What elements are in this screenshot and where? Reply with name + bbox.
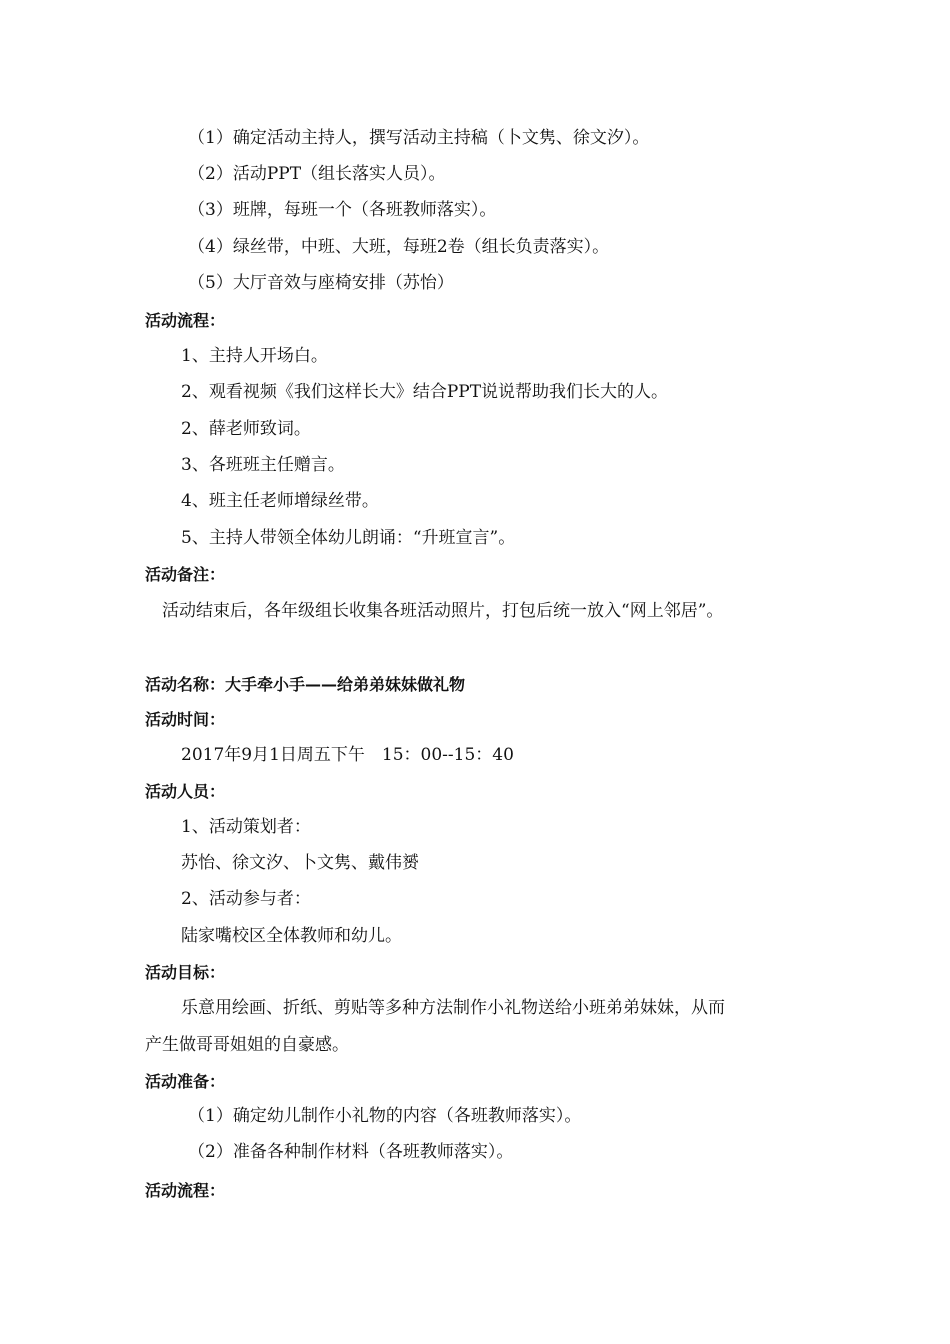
planner-label: 1、活动策划者：: [181, 817, 311, 837]
time-heading: 活动时间：: [145, 710, 226, 729]
people-heading: 活动人员：: [145, 782, 226, 801]
planner-names: 苏怡、徐文汐、卜文隽、戴伟赟: [181, 853, 419, 873]
participant-label: 2、活动参与者：: [181, 889, 311, 909]
prep-heading: 活动准备：: [145, 1072, 226, 1091]
flow-item: 5、主持人带领全体幼儿朗诵：“升班宣言”。: [181, 528, 516, 548]
prep-item: （1）确定活动主持人，撰写活动主持稿（卜文隽、徐文汐）。: [188, 128, 650, 148]
flow-item: 1、主持人开场白。: [181, 346, 328, 366]
activity-name-heading: 活动名称：大手牵小手——给弟弟妹妹做礼物: [145, 675, 466, 694]
time-text: 2017年9月1日周五下午 15：00--15：40: [181, 745, 514, 765]
notes-heading: 活动备注：: [145, 565, 226, 584]
goal-heading: 活动目标：: [145, 963, 226, 982]
flow-item: 3、各班班主任赠言。: [181, 455, 345, 475]
flow-item: 4、班主任老师增绿丝带。: [181, 491, 379, 511]
prep-item: （4）绿丝带，中班、大班，每班2卷（组长负责落实）。: [188, 237, 610, 257]
prep-item: （2）活动PPT（组长落实人员）。: [188, 164, 446, 184]
prep-item: （5）大厅音效与座椅安排（苏怡）: [188, 273, 454, 293]
flow-heading: 活动流程：: [145, 1181, 226, 1200]
flow-heading: 活动流程：: [145, 311, 226, 330]
goal-text: 产生做哥哥姐姐的自豪感。: [145, 1035, 349, 1055]
notes-text: 活动结束后，各年级组长收集各班活动照片，打包后统一放入“网上邻居”。: [162, 601, 724, 621]
flow-item: 2、薛老师致词。: [181, 419, 311, 439]
prep-item: （3）班牌，每班一个（各班教师落实）。: [188, 200, 497, 220]
prep-item: （2）准备各种制作材料（各班教师落实）。: [188, 1142, 514, 1162]
participant-names: 陆家嘴校区全体教师和幼儿。: [181, 926, 402, 946]
prep-item: （1）确定幼儿制作小礼物的内容（各班教师落实）。: [188, 1106, 582, 1126]
flow-item: 2、观看视频《我们这样长大》结合PPT说说帮助我们长大的人。: [181, 382, 669, 402]
goal-text: 乐意用绘画、折纸、剪贴等多种方法制作小礼物送给小班弟弟妹妹，从而: [181, 998, 725, 1018]
